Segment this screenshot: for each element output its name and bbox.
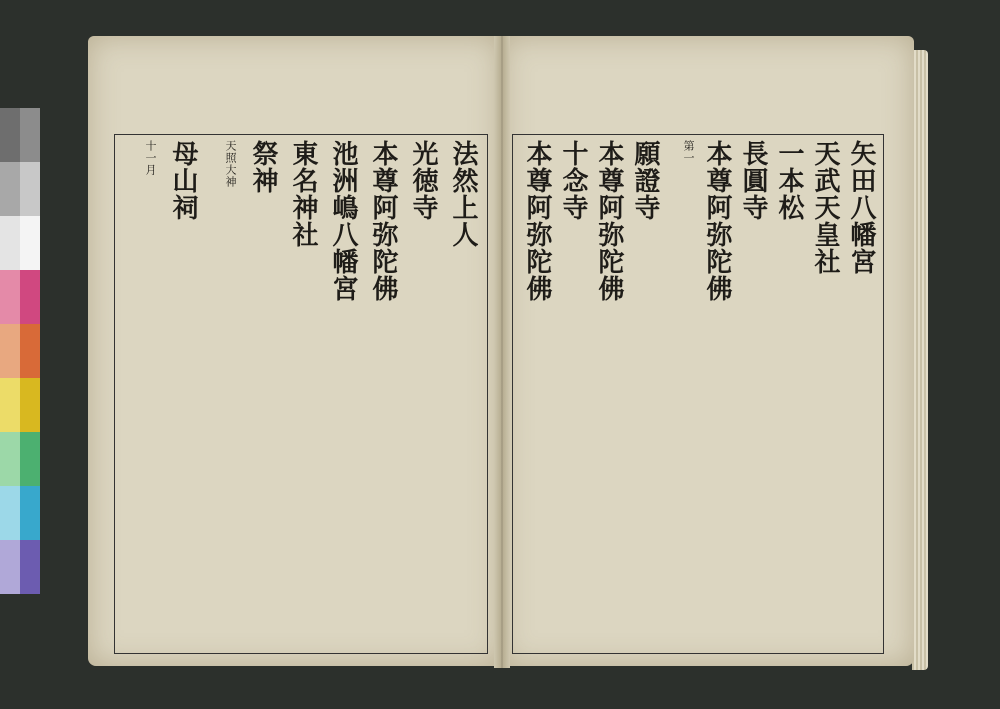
color-chip <box>0 378 20 432</box>
left-page-text-column: 東名神社 <box>288 140 318 248</box>
right-page-text-column: 十念寺 <box>558 140 588 221</box>
color-chip <box>0 540 20 594</box>
left-page-text-column: 十一月 <box>144 140 157 176</box>
left-page-text-column: 法然上人 <box>448 140 478 248</box>
color-chip <box>20 162 40 216</box>
color-chip <box>20 540 40 594</box>
right-page-text-column: 矢田八幡宮 <box>846 140 876 275</box>
right-page-text-column: 第一 <box>682 140 695 164</box>
color-chip <box>0 486 20 540</box>
color-chip <box>20 270 40 324</box>
color-chip <box>0 162 20 216</box>
right-page-text-column: 本尊阿弥陀佛 <box>702 140 732 302</box>
left-page-text-column: 天照大神 <box>224 140 237 188</box>
color-chip <box>0 324 20 378</box>
right-page-text-column: 願證寺 <box>630 140 660 221</box>
color-chip <box>20 216 40 270</box>
color-chip <box>0 216 20 270</box>
color-chip <box>0 432 20 486</box>
right-page-text-column: 本尊阿弥陀佛 <box>522 140 552 302</box>
right-page-text-column: 本尊阿弥陀佛 <box>594 140 624 302</box>
color-chip <box>20 108 40 162</box>
color-calibration-strip <box>0 108 40 596</box>
color-chip <box>20 486 40 540</box>
color-chip <box>0 270 20 324</box>
left-page-text-column: 母山祠 <box>168 140 198 221</box>
page-edges <box>912 50 928 670</box>
right-page-text-column: 長圓寺 <box>738 140 768 221</box>
color-chip <box>0 108 20 162</box>
color-chip <box>20 324 40 378</box>
left-page-text-column: 祭神 <box>248 140 278 194</box>
book-gutter <box>494 36 510 668</box>
color-chip <box>20 432 40 486</box>
left-page-text-column: 光徳寺 <box>408 140 438 221</box>
right-page-text-column: 一本松 <box>774 140 804 221</box>
right-page-text-column: 天武天皇社 <box>810 140 840 275</box>
left-page-text-column: 本尊阿弥陀佛 <box>368 140 398 302</box>
left-page <box>88 36 500 666</box>
open-book <box>88 36 928 684</box>
color-chip <box>20 378 40 432</box>
left-page-text-column: 池洲嶋八幡宮 <box>328 140 358 302</box>
right-page <box>502 36 914 666</box>
